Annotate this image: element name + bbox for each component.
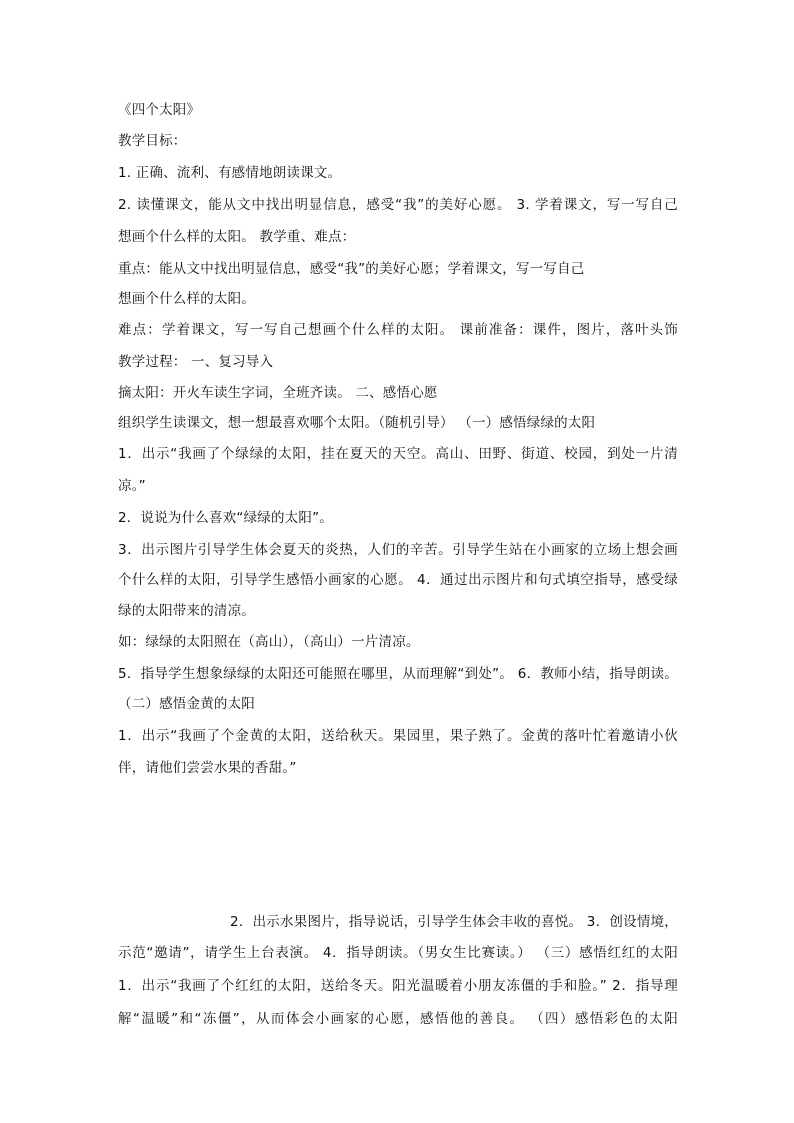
text-line: 解“温暖”和“冻僵”，从而体会小画家的心愿，感悟他的善良。 （四）感悟彩色的太阳 — [118, 1011, 678, 1027]
text-line: 摘太阳：开火车读生字词，全班齐读。 二、感悟心愿 — [118, 385, 438, 401]
text-line: 示范“邀请”，请学生上台表演。 4．指导朗读。（男女生比赛读。） （三）感悟红红的太阳 — [118, 945, 678, 961]
text-line: 3．出示图片引导学生体会夏天的炎热，人们的辛苦。引导学生站在小画家的立场上想会画 — [118, 542, 678, 558]
text-line: 2. 读懂课文，能从文中找出明显信息，感受“我”的美好心愿。 3. 学着课文，写一写自己 — [118, 197, 678, 213]
text-line: 1．出示“我画了个绿绿的太阳，挂在夏天的天空。高山、田野、街道、校园，到处一片清 — [118, 446, 678, 462]
text-line: 想画个什么样的太阳。 教学重、难点： — [118, 229, 356, 245]
text-line: 1．出示“我画了个金黄的太阳，送给秋天。果园里，果子熟了。金黄的落叶忙着邀请小伙 — [118, 728, 678, 744]
text-line: 教学过程： 一、复习导入 — [118, 354, 274, 370]
text-line: 绿的太阳带来的清凉。 — [118, 603, 255, 619]
text-line: 2．出示水果图片，指导说话，引导学生体会丰收的喜悦。 3．创设情境， — [230, 914, 678, 930]
text-line: 重点：能从文中找出明显信息，感受“我”的美好心愿；学着课文，写一写自己 — [118, 261, 585, 277]
text-line: 难点：学着课文，写一写自己想画个什么样的太阳。 课前准备：课件，图片，落叶头饰 — [118, 322, 678, 338]
text-line: 伴，请他们尝尝水果的香甜。” — [118, 760, 297, 776]
text-line: 想画个什么样的太阳。 — [118, 291, 255, 307]
text-line: 2．说说为什么喜欢“绿绿的太阳”。 — [118, 510, 333, 526]
text-line: 组织学生读课文，想一想最喜欢哪个太阳。（随机引导） （一）感悟绿绿的太阳 — [118, 415, 596, 431]
text-line: 1．出示“我画了个红红的太阳，送给冬天。阳光温暖着小朋友冻僵的手和脸。” 2．指导理 — [118, 978, 678, 994]
section-heading-objectives: 教学目标： — [118, 133, 187, 149]
text-line: 凉。” — [118, 478, 146, 494]
text-line: 5．指导学生想象绿绿的太阳还可能照在哪里，从而理解“到处”。 6．教师小结，指导朗读。 — [118, 666, 678, 682]
text-line: 如：绿绿的太阳照在（高山），（高山）一片清凉。 — [118, 634, 420, 650]
text-line: （二）感悟金黄的太阳 — [118, 696, 255, 712]
text-line: 个什么样的太阳，引导学生感悟小画家的心愿。 4．通过出示图片和句式填空指导，感受绿 — [118, 572, 678, 588]
document-title: 《四个太阳》 — [118, 102, 201, 118]
text-line: 1. 正确、流利、有感情地朗读课文。 — [118, 165, 342, 181]
